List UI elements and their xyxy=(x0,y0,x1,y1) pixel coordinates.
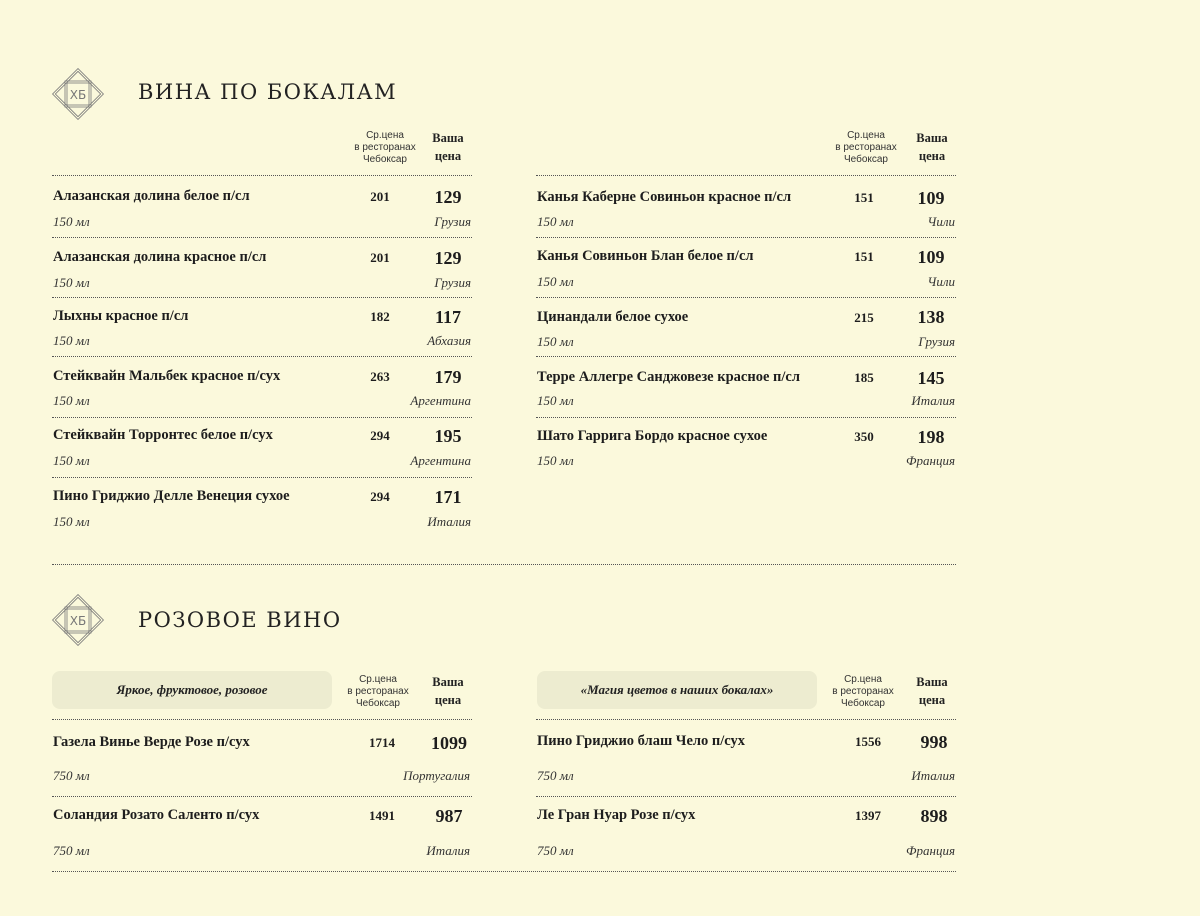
dotted-divider xyxy=(52,356,472,357)
country: Франция xyxy=(906,843,955,858)
country: Чили xyxy=(927,274,955,289)
volume: 150 мл xyxy=(537,274,574,289)
our-price-header: Ваша цена xyxy=(916,675,948,707)
dotted-divider xyxy=(52,417,472,418)
restaurant-logo-icon xyxy=(52,594,104,646)
avg-price-header: Ср.цена в ресторанах Чебоксар xyxy=(832,674,894,709)
section-title-rose: РОЗОВОЕ ВИНО xyxy=(138,608,342,632)
wine-name: Пино Гриджио блаш Чело п/сух xyxy=(537,733,746,749)
our-price: 109 xyxy=(917,188,945,208)
our-price: 171 xyxy=(434,487,462,507)
country: Италия xyxy=(911,393,955,408)
volume: 750 мл xyxy=(53,768,90,783)
volume: 150 мл xyxy=(53,333,90,348)
style-tag: «Магия цветов в наших бокалах» xyxy=(537,671,817,709)
wine-name: Алазанская долина красное п/сл xyxy=(53,249,267,265)
logo-letters: ХБ xyxy=(69,88,87,102)
section-divider xyxy=(52,871,956,872)
avg-price: 263 xyxy=(370,369,390,384)
country: Аргентина xyxy=(410,393,471,408)
avg-price: 294 xyxy=(370,428,390,443)
country: Абхазия xyxy=(427,333,471,348)
restaurant-logo-icon xyxy=(52,68,104,120)
wine-name: Ле Гран Нуар Розе п/сух xyxy=(537,807,696,823)
avg-price: 201 xyxy=(370,189,390,204)
avg-price: 151 xyxy=(854,190,874,205)
dotted-divider xyxy=(536,796,956,797)
wine-name: Цинандали белое сухое xyxy=(537,309,689,325)
dotted-divider xyxy=(52,297,472,298)
country: Италия xyxy=(426,843,470,858)
dotted-divider xyxy=(536,719,956,720)
our-price: 179 xyxy=(434,367,462,387)
dotted-divider xyxy=(536,417,956,418)
wine-name: Терре Аллегре Санджовезе красное п/сл xyxy=(537,369,800,385)
country: Чили xyxy=(927,214,955,229)
country: Португалия xyxy=(403,768,470,783)
our-price: 138 xyxy=(917,307,945,327)
our-price: 109 xyxy=(917,247,945,267)
wine-name: Пино Гриджио Делле Венеция сухое xyxy=(53,488,290,504)
volume: 150 мл xyxy=(537,393,574,408)
country: Аргентина xyxy=(410,453,471,468)
wine-name: Канья Каберне Совиньон красное п/сл xyxy=(537,189,792,205)
wine-name: Стейквайн Мальбек красное п/сух xyxy=(53,368,281,384)
style-tag: Яркое, фруктовое, розовое xyxy=(52,671,332,709)
avg-price: 294 xyxy=(370,489,390,504)
section-divider xyxy=(52,564,956,565)
volume: 150 мл xyxy=(53,275,90,290)
volume: 150 мл xyxy=(537,334,574,349)
our-price-header: Ваша цена xyxy=(432,675,464,707)
dotted-divider xyxy=(52,719,472,720)
our-price: 898 xyxy=(920,806,948,826)
dotted-divider xyxy=(536,175,956,176)
volume: 150 мл xyxy=(537,214,574,229)
wine-name: Газела Винье Верде Розе п/сух xyxy=(53,734,250,750)
avg-price: 201 xyxy=(370,250,390,265)
dotted-divider xyxy=(52,237,472,238)
avg-price: 1397 xyxy=(855,808,881,823)
country: Италия xyxy=(911,768,955,783)
dotted-divider xyxy=(536,237,956,238)
dotted-divider xyxy=(52,796,472,797)
our-price: 198 xyxy=(917,427,945,447)
avg-price: 1556 xyxy=(855,734,881,749)
country: Франция xyxy=(906,453,955,468)
avg-price: 215 xyxy=(854,310,874,325)
avg-price: 1714 xyxy=(369,735,395,750)
volume: 150 мл xyxy=(53,214,90,229)
our-price: 195 xyxy=(434,426,462,446)
our-price: 998 xyxy=(920,732,948,752)
avg-price: 151 xyxy=(854,249,874,264)
section-title-glass: ВИНА ПО БОКАЛАМ xyxy=(138,80,398,104)
avg-price: 1491 xyxy=(369,808,395,823)
dotted-divider xyxy=(536,356,956,357)
country: Грузия xyxy=(918,334,955,349)
avg-price-header: Ср.цена в ресторанах Чебоксар xyxy=(835,130,897,165)
volume: 150 мл xyxy=(53,453,90,468)
avg-price-header: Ср.цена в ресторанах Чебоксар xyxy=(354,130,416,165)
country: Италия xyxy=(427,514,471,529)
dotted-divider xyxy=(536,297,956,298)
logo-letters: ХБ xyxy=(69,614,87,628)
dotted-divider xyxy=(52,477,472,478)
our-price: 987 xyxy=(435,806,463,826)
avg-price: 182 xyxy=(370,309,390,324)
volume: 750 мл xyxy=(537,768,574,783)
our-price: 129 xyxy=(434,187,462,207)
our-price-header: Ваша цена xyxy=(432,131,464,163)
avg-price: 185 xyxy=(854,370,874,385)
avg-price-header: Ср.цена в ресторанах Чебоксар xyxy=(347,674,409,709)
our-price: 117 xyxy=(434,307,461,327)
country: Грузия xyxy=(434,275,471,290)
country: Грузия xyxy=(434,214,471,229)
our-price: 145 xyxy=(917,368,945,388)
our-price: 1099 xyxy=(431,733,467,753)
volume: 750 мл xyxy=(537,843,574,858)
volume: 150 мл xyxy=(53,514,90,529)
wine-name: Шато Гаррига Бордо красное сухое xyxy=(537,428,768,444)
volume: 750 мл xyxy=(53,843,90,858)
wine-name: Стейквайн Торронтес белое п/сух xyxy=(53,427,273,443)
our-price-header: Ваша цена xyxy=(916,131,948,163)
wine-name: Лыхны красное п/сл xyxy=(53,308,189,324)
wine-name: Канья Совиньон Блан белое п/сл xyxy=(537,248,754,264)
dotted-divider xyxy=(52,175,472,176)
wine-name: Алазанская долина белое п/сл xyxy=(53,188,250,204)
avg-price: 350 xyxy=(854,429,874,444)
wine-name: Соландия Розато Саленто п/сух xyxy=(53,807,260,823)
volume: 150 мл xyxy=(537,453,574,468)
our-price: 129 xyxy=(434,248,462,268)
volume: 150 мл xyxy=(53,393,90,408)
